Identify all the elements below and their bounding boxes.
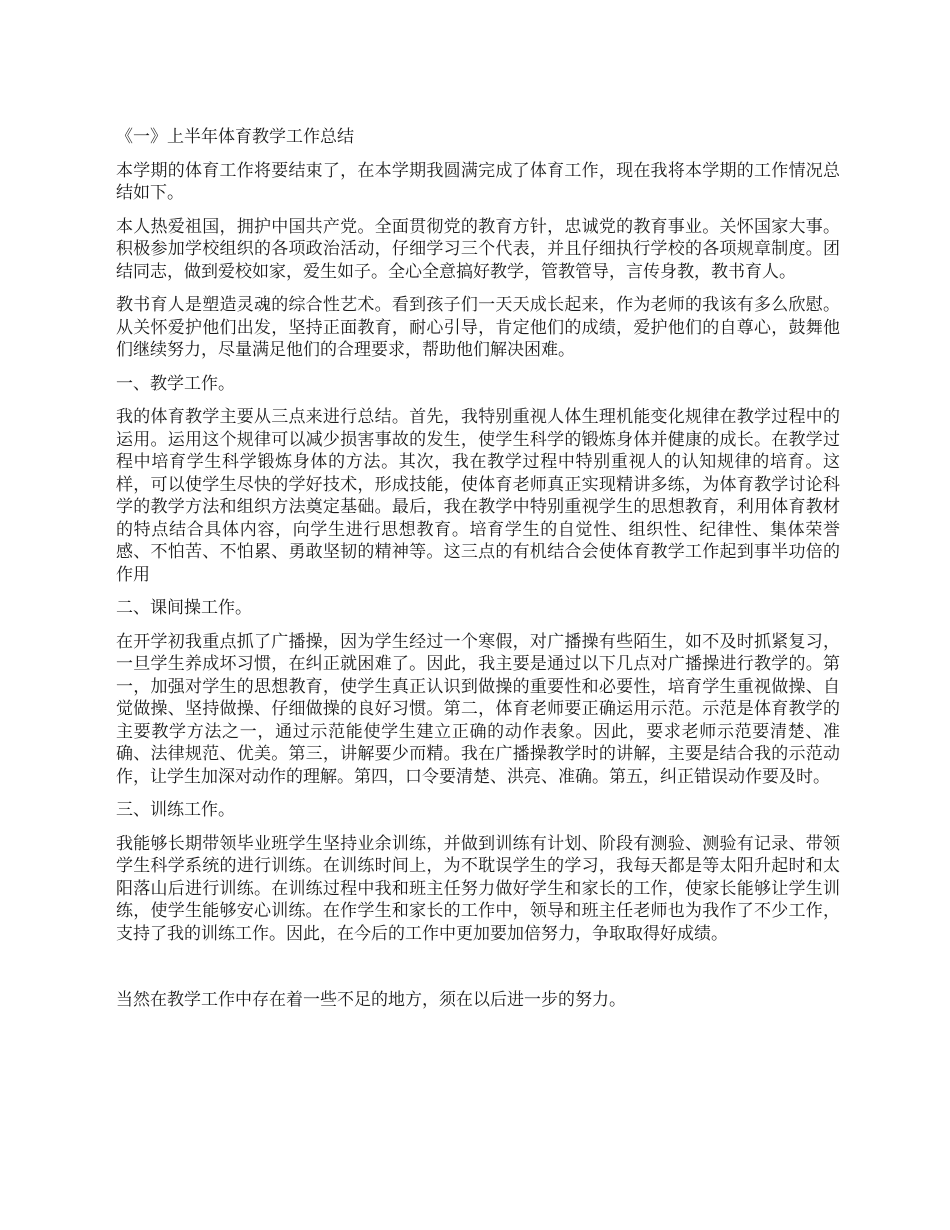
document-title: 《一》上半年体育教学工作总结 [116, 127, 354, 147]
section-heading-exercise: 二、课间操工作。 [116, 598, 252, 618]
document-body [116, 126, 840, 1023]
paragraph-intro: 本学期的体育工作将要结束了，在本学期我圆满完成了体育工作，现在我将本学期的工作情况总结如下。 [116, 160, 840, 203]
paragraph-2: 教书育人是塑造灵魂的综合性艺术。看到孩子们一天天成长起来，作为老师的我该有多么欣慰。从关怀爱护他们出发，坚持正面教育，耐心引导，肯定他们的成绩，爱护他们的自尊心，鼓舞他们继续努力，尽量满足他们的合理要求，帮助他们解决困难。 [116, 295, 840, 360]
spacer [116, 956, 840, 989]
paragraph-4: 在开学初我重点抓了广播操，因为学生经过一个寒假，对广播操有些陌生，如不及时抓紧复习，一旦学生养成坏习惯，在纠正就困难了。因此，我主要是通过以下几点对广播操进行教学的。第一，加强对学生的思想教育，使学生真正认识到做操的重要性和必要性，培育学生重视做操、自觉做操、坚持做操、仔细做操的良好习惯。第二，体育老师要正确运用示范。示范是体育教学的主要教学方法之一，通过示范能使学生建立正确的动作表象。因此，要求老师示范要清楚、准确、法律规范、优美。第三，讲解要少而精。我在广播操教学时的讲解，主要是结合我的示范动作，让学生加深对动作的理解。第四，口令要清楚、洪亮、准确。第五，纠正错误动作要及时。 [116, 631, 840, 787]
paragraph-5: 我能够长期带领毕业班学生坚持业余训练，并做到训练有计划、阶段有测验、测验有记录、带领学生科学系统的进行训练。在训练时间上，为不耽误学生的学习，我每天都是等太阳升起时和太阳落山后进行训练。在训练过程中我和班主任努力做好学生和家长的工作，使家长能够让学生训练，使学生能够安心训练。在作学生和家长的工作中，领导和班主任老师也为我作了不少工作，支持了我的训练工作。因此，在今后的工作中更加要加倍努力，争取取得好成绩。 [116, 833, 840, 944]
section-heading-training: 三、训练工作。 [116, 800, 235, 820]
paragraph-1: 本人热爱祖国，拥护中国共产党。全面贯彻党的教育方针，忠诚党的教育事业。关怀国家大事。积极参加学校组织的各项政治活动，仔细学习三个代表，并且仔细执行学校的各项规章制度。团结同志，做到爱校如家，爱生如子。全心全意搞好教学，管教管导，言传身教，教书育人。 [116, 216, 840, 282]
paragraph-closing: 当然在教学工作中存在着一些不足的地方，须在以后进一步的努力。 [116, 990, 626, 1010]
section-heading-teaching: 一、教学工作。 [116, 373, 235, 394]
paragraph-3: 我的体育教学主要从三点来进行总结。首先，我特别重视人体生理机能变化规律在教学过程中的运用。运用这个规律可以减少损害事故的发生，使学生科学的锻炼身体并健康的成长。在教学过程中培育学生科学锻炼身体的方法。其次，我在教学过程中特别重视人的认知规律的培育。这样，可以使学生尽快的学好技术，形成技能，使体育老师真正实现精讲多练，为体育教学讨论科学的教学方法和组织方法奠定基础。最后，我在教学中特别重视学生的思想教育，利用体育教材的特点结合具体内容，向学生进行思想教育。培育学生的自觉性、组织性、纪律性、集体荣誉感、不怕苦、不怕累、勇敢坚韧的精神等。这三点的有机结合会使体育教学工作起到事半功倍的作用 [116, 407, 840, 585]
